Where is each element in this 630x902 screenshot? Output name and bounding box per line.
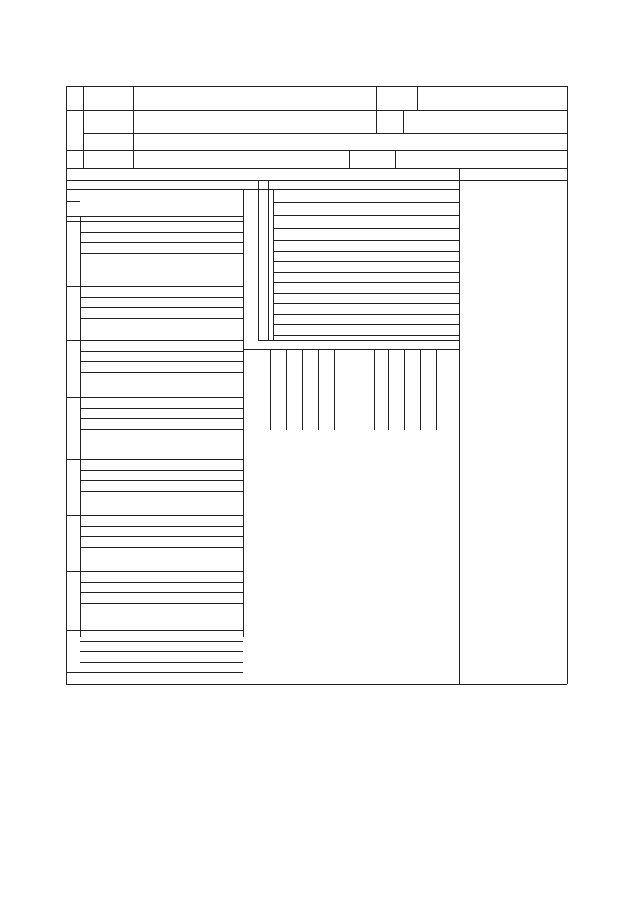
rule-line xyxy=(273,215,459,216)
rule-line xyxy=(273,282,459,283)
rule-line xyxy=(243,340,244,430)
rule-line xyxy=(66,515,243,516)
rule-line xyxy=(80,526,243,527)
rule-line xyxy=(80,480,243,481)
rule-line xyxy=(374,349,375,430)
rule-line xyxy=(273,272,459,273)
rule-line xyxy=(80,651,243,652)
rule-line xyxy=(273,240,459,241)
rule-line xyxy=(66,201,80,202)
rule-line xyxy=(80,297,243,298)
rule-line xyxy=(459,349,460,430)
rule-line xyxy=(66,110,567,111)
rule-line xyxy=(349,150,350,168)
rule-line xyxy=(66,86,567,87)
rule-line xyxy=(268,180,269,340)
rule-line xyxy=(334,349,335,430)
rule-line xyxy=(66,684,567,685)
rule-line xyxy=(258,180,259,340)
rule-line xyxy=(66,459,243,460)
rule-line xyxy=(243,349,459,350)
rule-line xyxy=(66,180,567,181)
rule-line xyxy=(80,662,243,663)
rule-line xyxy=(80,361,243,362)
rule-line xyxy=(80,253,243,254)
rule-line xyxy=(80,592,243,593)
rule-line xyxy=(273,261,459,262)
rule-line xyxy=(66,286,243,287)
rule-line xyxy=(80,429,243,430)
rule-line xyxy=(80,307,243,308)
rule-line xyxy=(133,86,134,168)
rule-line xyxy=(66,189,258,190)
rule-line xyxy=(80,318,243,319)
rule-line xyxy=(420,349,421,430)
rule-line xyxy=(66,216,243,217)
rule-line xyxy=(80,216,81,637)
rule-line xyxy=(66,340,243,341)
rule-line xyxy=(66,630,243,631)
rule-line xyxy=(80,641,243,642)
rule-line xyxy=(567,86,568,684)
rule-line xyxy=(286,349,287,430)
rule-line xyxy=(395,150,396,168)
rule-line xyxy=(80,242,243,243)
rule-line xyxy=(273,335,459,336)
rule-line xyxy=(273,293,459,294)
rule-line xyxy=(80,582,243,583)
rule-line xyxy=(258,340,459,341)
instructions xyxy=(66,687,137,699)
rule-line xyxy=(273,228,459,229)
rule-line xyxy=(302,349,303,430)
rule-line xyxy=(66,150,567,151)
rule-line xyxy=(376,110,377,133)
rule-line xyxy=(273,314,459,315)
rule-line xyxy=(83,133,567,134)
rule-line xyxy=(388,349,389,430)
rule-line xyxy=(273,202,459,203)
rule-line xyxy=(80,470,243,471)
rule-line xyxy=(80,232,243,233)
rule-line xyxy=(404,349,405,430)
rule-line xyxy=(80,418,243,419)
rule-line xyxy=(436,349,437,430)
rule-line xyxy=(403,110,404,133)
rule-line xyxy=(80,372,243,373)
rule-line xyxy=(376,86,377,110)
rule-line xyxy=(318,349,319,430)
rule-line xyxy=(417,86,418,110)
rule-line xyxy=(80,408,243,409)
rule-line xyxy=(66,168,567,169)
rule-line xyxy=(273,189,274,340)
rule-line xyxy=(80,547,243,548)
rule-line xyxy=(80,536,243,537)
rule-line xyxy=(273,303,459,304)
rule-line xyxy=(83,86,84,168)
rule-line xyxy=(273,251,459,252)
rule-line xyxy=(273,324,459,325)
rule-line xyxy=(66,221,243,222)
rule-line xyxy=(80,603,243,604)
rule-line xyxy=(80,351,243,352)
rule-line xyxy=(66,672,243,673)
rule-line xyxy=(66,571,243,572)
rule-line xyxy=(80,491,243,492)
rule-line xyxy=(66,86,67,684)
rule-line xyxy=(66,397,243,398)
rule-line xyxy=(270,349,271,430)
rule-line xyxy=(258,189,459,190)
